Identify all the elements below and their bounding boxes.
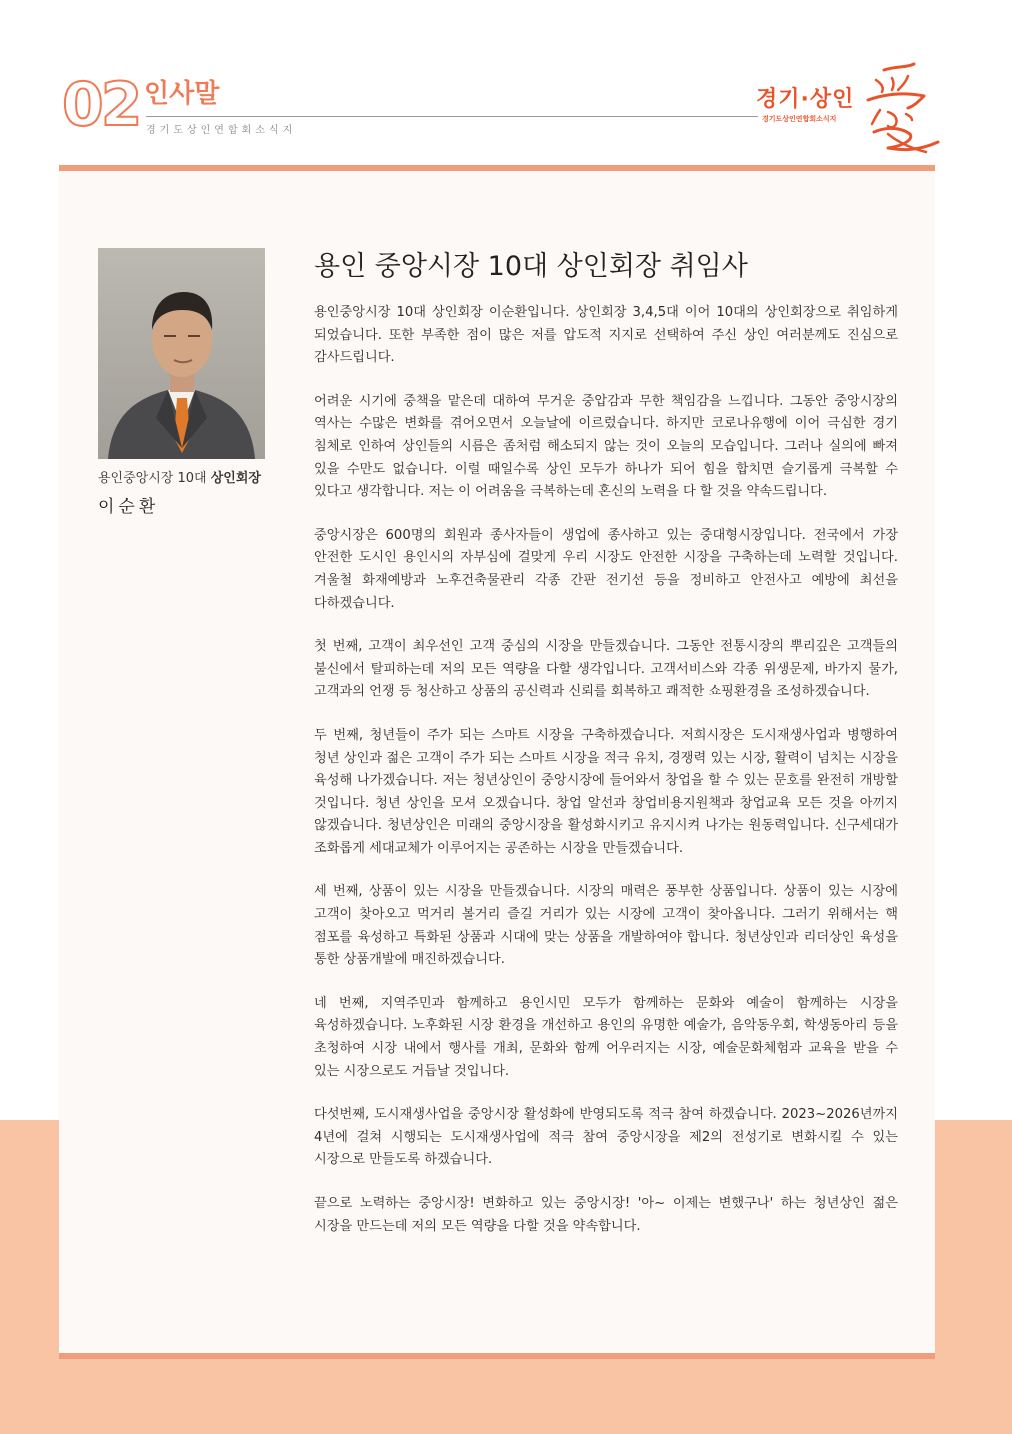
profile-role [98, 470, 261, 488]
article-paragraph: 어려운 시기에 중책을 맡은데 대하여 무거운 중압감과 무한 책임감을 느낍니다. 그동안 중앙시장의 역사는 수많은 변화를 겪어오면서 오늘날에 이르렀습니다. 하지만 코로나유행에 이어 극심한 경기 침체로 인하여 상인들의 시름은 좀처럼 해소되지 않는 것이 오늘의 모습입니다. 그러나 실의에 빠져 있을 수만도 없습니다. 이럴 때일수록 상인 모두가 하나가 되어 힘을 합치면 슬기롭게 극복할 수 있다고 생각합니다. 저는 이 어려움을 극복하는데 혼신의 노력을 다 할 것을 약속드립니다. [314, 393, 898, 500]
page-number-text: 02 [62, 70, 140, 140]
article-paragraph: 다섯번째, 도시재생사업을 중앙시장 활성화에 반영되도록 적극 참여 하겠습니다. 2023~2026년까지 4년에 걸쳐 시행되는 도시재생사업에 적극 참여 중앙시장을 제2의 전성기로 변화시킬 수 있는 시장으로 만들도록 하겠습니다. [314, 1107, 898, 1168]
section-title: 인사말 [144, 79, 220, 109]
magazine-name: 경기도상인연합회소식지 [146, 125, 297, 136]
article-paragraph: 끝으로 노력하는 중앙시장! 변화하고 있는 중앙시장! '아~ 이제는 변했구나' 하는 청년상인 젊은 시장을 만드는데 저의 모든 역량을 다할 것을 약속합니다. [314, 1196, 898, 1234]
profile-name: 이순환 [98, 497, 160, 517]
love-brush-icon [854, 62, 944, 157]
article-paragraph: 세 번째, 상품이 있는 시장을 만들겠습니다. 시장의 매력은 풍부한 상품입니다. 상품이 있는 시장에 고객이 찾아오고 먹거리 볼거리 즐길 거리가 있는 시장에 고객이 찾아옵니다. 그러기 위해서는 핵 점포를 육성하고 특화된 상품과 시대에 맞는 상품을 개발하여야 합니다. 청년상인과 리더상인 육성을 통한 상품개발에 매진하겠습니다. [314, 884, 898, 968]
logo-text: 경기·상인 [756, 87, 855, 112]
page-number [62, 70, 140, 140]
profile-role-title: 상인회장 [210, 471, 261, 486]
magazine-logo [752, 62, 952, 157]
article-paragraph: 첫 번째, 고객이 최우선인 고객 중심의 시장을 만들겠습니다. 그동안 전통시장의 뿌리깊은 고객들의 불신에서 탈피하는데 저의 모든 역량을 다할 생각입니다. 고객서비스와 각종 위생문제, 바가지 물가, 고객과의 언쟁 등 청산하고 상품의 공신력과 신뢰를 회복하고 쾌적한 쇼핑환경을 조성하겠습니다. [314, 639, 898, 700]
article-paragraph: 네 번째, 지역주민과 함께하고 용인시민 모두가 함께하는 문화와 예술이 함께하는 시장을 육성하겠습니다. 노후화된 시장 환경을 개선하고 용인의 유명한 예술가, 음악동우회, 학생동아리 등을 초청하여 시장 내에서 행사를 개최, 문화와 함께 어우러지는 시장, 예술문화체험과 교육을 받을 수 있는 시장으로도 거듭날 것입니다. [314, 995, 898, 1079]
article-paragraph: 두 번째, 청년들이 주가 되는 스마트 시장을 구축하겠습니다. 저희시장은 도시재생사업과 병행하여 청년 상인과 젊은 고객이 주가 되는 스마트 시장을 적극 유치, 경쟁력 있는 시장, 활력이 넘치는 시장을 육성해 나가겠습니다. 저는 청년상인이 중앙시장에 들어와서 창업을 할 수 있는 문호를 완전히 개방할 것입니다. 청년 상인을 모셔 오겠습니다. 창업 알선과 창업비용지원책과 창업교육 모든 것을 아끼지 않겠습니다. 청년상인은 미래의 중앙시장을 활성화시키고 유지시켜 나가는 원동력입니다. 신구세대가 조화롭게 세대교체가 이루어지는 공존하는 시장을 만들겠습니다. [314, 727, 898, 856]
article-paragraph: 용인중앙시장 10대 상인회장 이순환입니다. 상인회장 3,4,5대 이어 10대의 상인회장으로 취임하게 되었습니다. 또한 부족한 점이 많은 저를 압도적 지지로 선택하여 주신 상인 여러분께도 진심으로 감사드립니다. [314, 305, 898, 366]
portrait-illustration [98, 248, 265, 459]
page-header [0, 0, 1012, 165]
article-paragraph: 중앙시장은 600명의 회원과 종사자들이 생업에 종사하고 있는 중대형시장입니다. 전국에서 가장 안전한 도시인 용인시의 자부심에 걸맞게 우리 시장도 안전한 시장을 구축하는데 노력할 것입니다. 겨울철 화재예방과 노후건축물관리 각종 간판 전기선 등을 정비하고 안전사고 예방에 최선을 다하겠습니다. [314, 527, 898, 611]
article-title: 용인 중앙시장 10대 상인회장 취임사 [314, 251, 748, 282]
header-divider [146, 116, 758, 117]
profile-role-prefix: 용인중앙시장 10대 [98, 471, 207, 486]
article-body [314, 302, 898, 1259]
portrait-photo [98, 248, 265, 459]
logo-subtitle: 경기도상인연합회소식지 [762, 115, 837, 123]
